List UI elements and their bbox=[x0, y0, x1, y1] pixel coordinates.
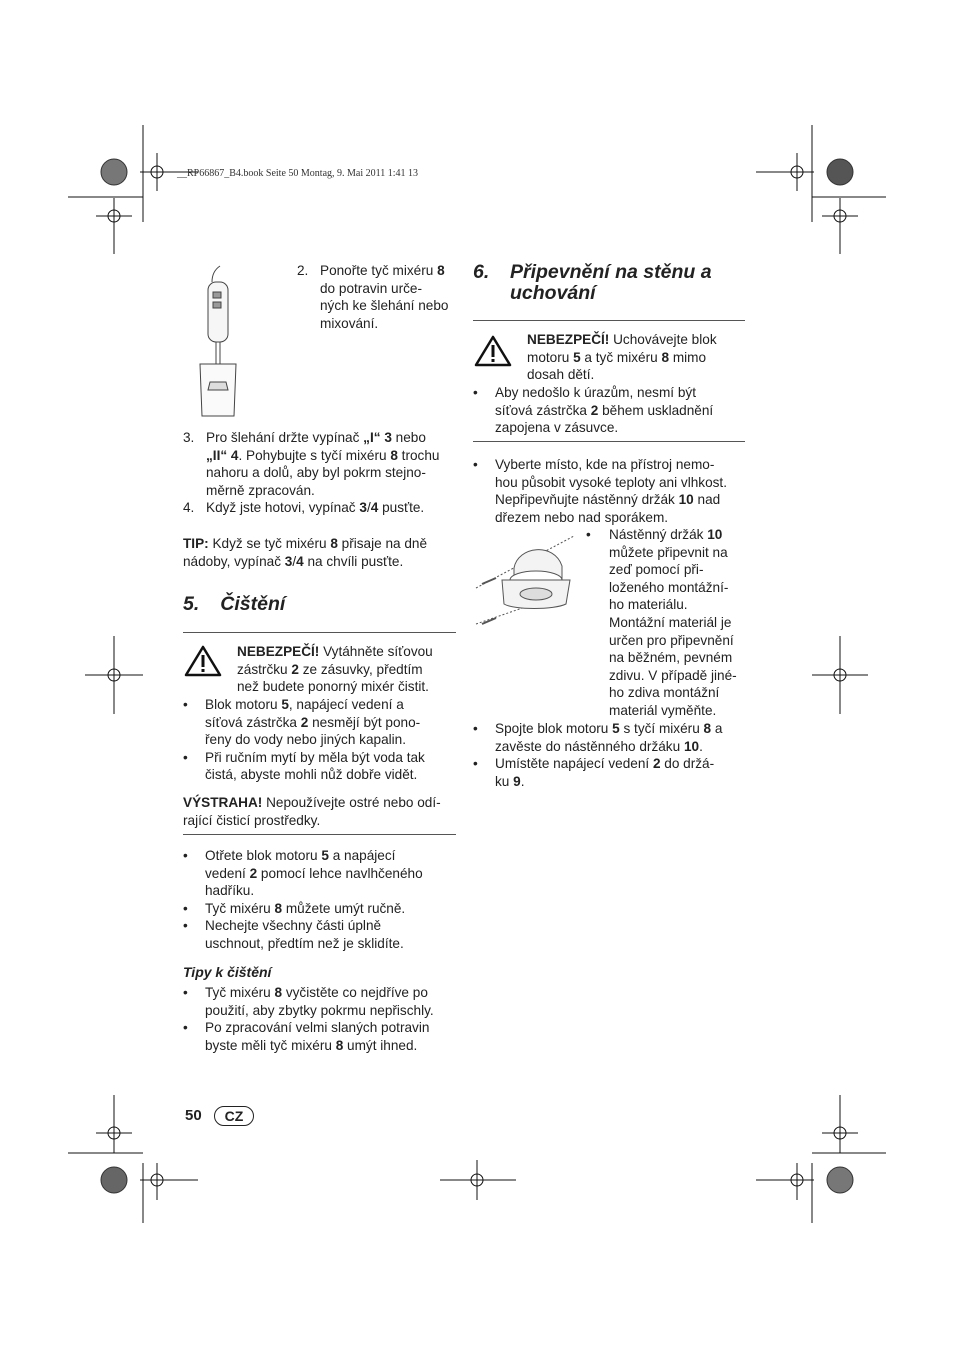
warning-triangle-icon bbox=[474, 335, 512, 367]
section-5-heading: 5. Čištění bbox=[183, 593, 286, 615]
section-5-danger-top-rule bbox=[183, 632, 456, 633]
list-item: • Blok motoru 5, napájecí vedení a síťová zástrčka 2 nesmějí být pono- řeny do vody nebo jiných kapalin. bbox=[183, 697, 421, 748]
section-5-danger-text: NEBEZPEČÍ! Vytáhněte síťovou zástrčku 2 ze zásuvky, předtím než budete ponorný mixér čistit. bbox=[237, 644, 433, 695]
section-6-wall-holder-note bbox=[586, 526, 756, 720]
hand-blender-illustration bbox=[190, 264, 246, 424]
list-item: • Umístěte napájecí vedení 2 do držá- ku 9. bbox=[473, 756, 715, 789]
section-5-danger-bottom-rule bbox=[183, 834, 456, 835]
section-5-cleaning-bullets bbox=[183, 847, 463, 953]
tips-subheading: Tipy k čištění bbox=[183, 964, 272, 980]
list-item: • Vyberte místo, kde na přístroj nemo- hou působit vysoké teploty ani vlhkost. Nepřipevňujte nástěnný držák 10 nad dřezem nebo nad sporákem. bbox=[473, 457, 727, 525]
section-6-danger-bullet bbox=[473, 384, 748, 437]
list-item: • Nástěnný držák 10 můžete připevnit na zeď pomocí při- loženého montážní- ho materiálu. Montážní materiál je určen pro připevnění na běžném, pevném zdivu. V případě jiné- ho zdiva montážní materiál vyměňte. bbox=[586, 527, 737, 718]
list-item: • Tyč mixéru 8 můžete umýt ručně. bbox=[183, 900, 406, 916]
step-3: 3. Pro šlehání držte vypínač „I“ 3 nebo „II“ 4. Pohybujte s tyčí mixéru 8 trochu nahoru a dolů, aby byl pokrm stejno- měrně zpracován. bbox=[183, 430, 440, 498]
list-item: • Otřete blok motoru 5 a napájecí vedení 2 pomocí lehce navlhčeného hadříku. bbox=[183, 848, 423, 899]
section-5-danger-bullets bbox=[183, 696, 463, 784]
wall-holder-illustration bbox=[474, 528, 604, 633]
list-item: • Spojte blok motoru 5 s tyčí mixéru 8 a zavěste do nástěnného držáku 10. bbox=[473, 721, 723, 754]
list-item: • Tyč mixéru 8 vyčistěte co nejdříve po použití, aby zbytky pokrmu nepřischly. bbox=[183, 985, 434, 1018]
list-item: • Nechejte všechny části úplně uschnout, předtím než je sklidíte. bbox=[183, 918, 404, 951]
print-file-header: __RP66867_B4.book Seite 50 Montag, 9. Mai 2011 1:41 13 bbox=[177, 168, 419, 179]
section-6-danger-top-rule bbox=[473, 320, 745, 321]
list-item: • Po zpracování velmi slaných potravin byste měli tyč mixéru 8 umýt ihned. bbox=[183, 1020, 430, 1053]
section-6-bullets-2 bbox=[473, 720, 748, 790]
language-badge: CZ bbox=[214, 1106, 254, 1126]
section-6-heading: 6. Připevnění na stěnu a uchování bbox=[473, 261, 712, 304]
list-item: • Při ručním mytí by měla být voda tak čistá, abyste mohli nůž dobře vidět. bbox=[183, 749, 425, 783]
section-6-danger-text: NEBEZPEČÍ! Uchovávejte blok motoru 5 a tyč mixéru 8 mimo dosah dětí. bbox=[527, 332, 717, 383]
step-4: 4. Když jste hotovi, vypínač 3/4 pusťte. bbox=[183, 500, 425, 515]
warning-triangle-icon bbox=[184, 645, 222, 677]
section-6-danger-bottom-rule bbox=[473, 441, 745, 442]
section-5-warning: VÝSTRAHA! Nepoužívejte ostré nebo odí- rající čisticí prostředky. bbox=[183, 795, 441, 828]
list-item: • Aby nedošlo k úrazům, nesmí být síťová zástrčka 2 během uskladnění zapojena v zásuvce. bbox=[473, 385, 714, 436]
tips-bullets bbox=[183, 984, 463, 1054]
section-6-bullet-1 bbox=[473, 456, 748, 526]
page-number: 50 bbox=[185, 1107, 202, 1124]
step-2: 2. Ponořte tyč mixéru 8 do potravin urče- ných ke šlehání nebo mixování. bbox=[297, 263, 449, 331]
tip-paragraph: TIP: Když se tyč mixéru 8 přisaje na dně nádoby, vypínač 3/4 na chvíli pusťte. bbox=[183, 536, 428, 569]
step-number: 2. bbox=[297, 263, 309, 278]
